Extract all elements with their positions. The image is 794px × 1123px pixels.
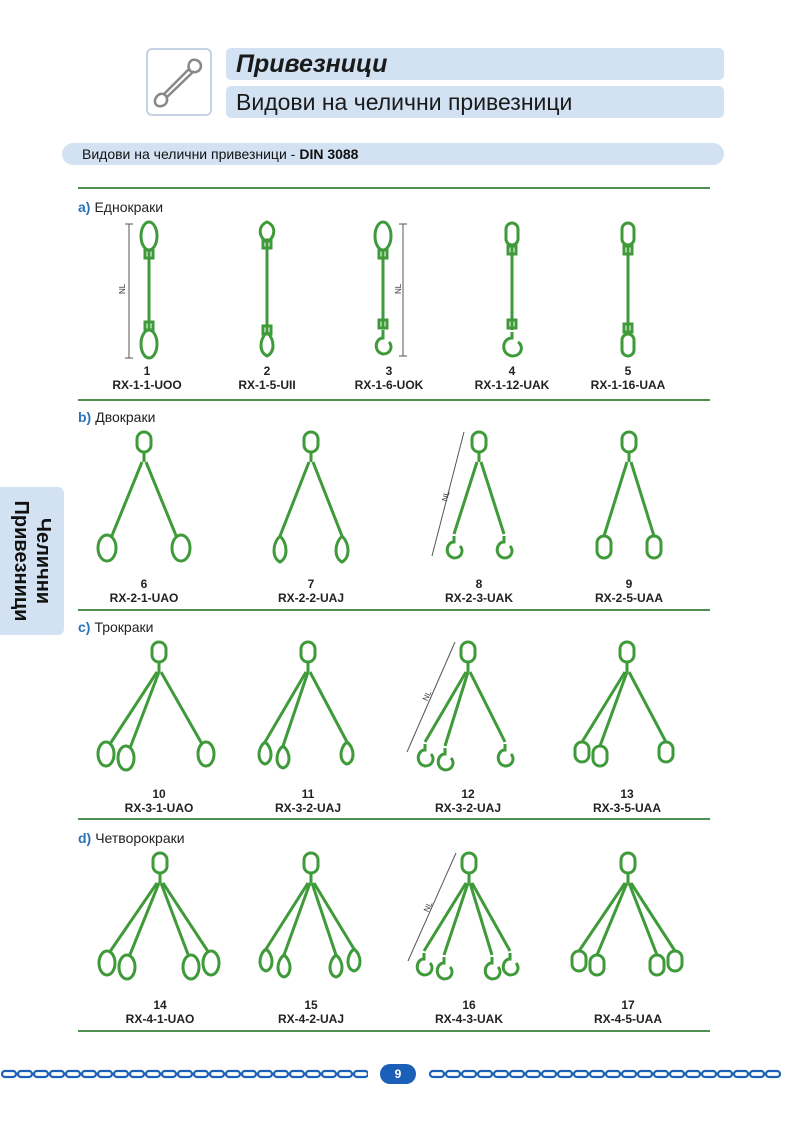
- sling-item: [82, 220, 212, 392]
- chain-link: [446, 1071, 460, 1077]
- chain-link: [702, 1071, 716, 1077]
- chain-link: [82, 1071, 96, 1077]
- sling-item: [562, 638, 692, 815]
- page-title: Привезници: [226, 48, 724, 80]
- chain-link: [622, 1071, 636, 1077]
- sling-item: [94, 638, 224, 815]
- item-number: 12: [461, 787, 475, 801]
- page-subtitle: Видови на челични привезници: [226, 86, 724, 118]
- group-name: Двокраки: [95, 409, 156, 425]
- item-code: RX-2-3-UAK: [444, 591, 513, 605]
- group-name: Четворокраки: [95, 830, 185, 846]
- chain-link: [114, 1071, 128, 1077]
- chain-link: [98, 1071, 112, 1077]
- item-number: 3: [385, 364, 393, 378]
- item-code: RX-2-5-UAA: [594, 591, 663, 605]
- chain-link: [322, 1071, 336, 1077]
- chain-link: [494, 1071, 508, 1077]
- nl-label: NL: [394, 283, 403, 294]
- chain-decoration-right: [428, 1068, 794, 1080]
- chain-link: [542, 1071, 556, 1077]
- item-number: 5: [624, 364, 632, 378]
- item-number: 9: [625, 577, 633, 591]
- item-number: 11: [301, 787, 315, 801]
- chain-link: [734, 1071, 748, 1077]
- item-number: 4: [508, 364, 516, 378]
- item-code: RX-1-12-UAK: [474, 378, 550, 392]
- chain-link: [178, 1071, 192, 1077]
- three-leg-sling-icon: [562, 638, 692, 788]
- chain-link: [66, 1071, 80, 1077]
- chain-link: [766, 1071, 780, 1077]
- item-code: RX-4-5-UAA: [593, 1012, 662, 1026]
- chain-link: [478, 1071, 492, 1077]
- single-leg-sling-icon: [482, 220, 542, 365]
- chain-link: [606, 1071, 620, 1077]
- sling-item: [246, 428, 376, 605]
- group-name: Еднокраки: [94, 199, 164, 215]
- chain-link: [226, 1071, 240, 1077]
- divider: [78, 818, 710, 820]
- sling-item: [324, 220, 454, 392]
- chain-link: [510, 1071, 524, 1077]
- item-number: 16: [462, 998, 476, 1012]
- chain-link: [718, 1071, 732, 1077]
- two-leg-sling-icon: [89, 428, 199, 578]
- two-leg-sling-icon: [424, 428, 534, 578]
- sling-item: [246, 849, 376, 1026]
- chain-link: [50, 1071, 64, 1077]
- group-label-single: [78, 199, 163, 215]
- group-label-three-leg: [78, 619, 153, 635]
- chain-link: [130, 1071, 144, 1077]
- item-code: RX-4-1-UAO: [125, 1012, 195, 1026]
- group-letter: d): [78, 830, 92, 846]
- item-code: RX-3-2-UAJ: [434, 801, 501, 815]
- sling-item: [414, 428, 544, 605]
- item-code: RX-3-2-UAJ: [274, 801, 341, 815]
- chain-link: [18, 1071, 32, 1077]
- chain-link: [162, 1071, 176, 1077]
- group-name: Трокраки: [94, 619, 154, 635]
- four-leg-sling-icon: [246, 849, 376, 999]
- sling-item: [563, 849, 693, 1026]
- group-letter: b): [78, 409, 92, 425]
- chain-link: [670, 1071, 684, 1077]
- single-leg-sling-icon: [237, 220, 297, 365]
- item-number: 6: [140, 577, 148, 591]
- single-leg-sling-icon: [359, 220, 419, 365]
- chain-link: [290, 1071, 304, 1077]
- chain-link: [2, 1071, 16, 1077]
- side-tab-line2: Привезници: [10, 500, 32, 622]
- item-number: 1: [143, 364, 151, 378]
- divider: [78, 609, 710, 611]
- nl-label: NL: [440, 490, 452, 503]
- sling-item: [95, 849, 225, 1026]
- page-number: 9: [380, 1064, 416, 1084]
- sling-item: [79, 428, 209, 605]
- side-tab-label: [10, 501, 54, 622]
- chain-link: [258, 1071, 272, 1077]
- three-leg-sling-icon: [403, 638, 533, 788]
- chain-link: [242, 1071, 256, 1077]
- three-leg-sling-icon: [94, 638, 224, 788]
- four-leg-sling-icon: [95, 849, 225, 999]
- chain-link: [146, 1071, 160, 1077]
- sling-item: [564, 428, 694, 605]
- item-number: 7: [307, 577, 315, 591]
- item-code: RX-1-6-UOK: [354, 378, 424, 392]
- sling-item: [404, 849, 534, 1026]
- item-code: RX-4-2-UAJ: [277, 1012, 344, 1026]
- item-number: 15: [304, 998, 318, 1012]
- single-leg-sling-icon: [117, 220, 177, 365]
- divider: [78, 187, 710, 189]
- sling-item: [202, 220, 332, 392]
- group-letter: a): [78, 199, 91, 215]
- chain-link: [338, 1071, 352, 1077]
- item-number: 10: [152, 787, 166, 801]
- item-code: RX-2-1-UAO: [109, 591, 179, 605]
- chain-link: [686, 1071, 700, 1077]
- item-number: 2: [263, 364, 271, 378]
- item-number: 13: [620, 787, 634, 801]
- section-label: Видови на челични привезници -: [82, 146, 296, 162]
- two-leg-sling-icon: [574, 428, 684, 578]
- four-leg-sling-icon: [563, 849, 693, 999]
- chain-decoration-left: [0, 1068, 368, 1080]
- chain-link: [194, 1071, 208, 1077]
- chain-link: [430, 1071, 444, 1077]
- chain-link: [590, 1071, 604, 1077]
- divider: [78, 399, 710, 401]
- item-code: RX-1-16-UAA: [590, 378, 666, 392]
- chain-link: [306, 1071, 320, 1077]
- item-code: RX-3-5-UAA: [592, 801, 661, 815]
- chain-link: [210, 1071, 224, 1077]
- item-code: RX-3-1-UAO: [124, 801, 194, 815]
- chain-link: [34, 1071, 48, 1077]
- nl-label: NL: [420, 689, 434, 703]
- side-tab-line1: Челични: [32, 517, 54, 605]
- chain-link: [574, 1071, 588, 1077]
- chain-link: [638, 1071, 652, 1077]
- sling-item: [403, 638, 533, 815]
- group-label-four-leg: [78, 830, 185, 846]
- item-number: 14: [153, 998, 167, 1012]
- chain-link: [558, 1071, 572, 1077]
- nl-label: NL: [421, 900, 435, 914]
- section-heading: [62, 143, 724, 165]
- two-leg-sling-icon: [256, 428, 366, 578]
- sling-item: [243, 638, 373, 815]
- divider: [78, 1030, 710, 1032]
- item-code: RX-4-3-UAK: [434, 1012, 503, 1026]
- item-code: RX-1-1-UOO: [112, 378, 182, 392]
- group-label-two-leg: [78, 409, 155, 425]
- chain-link: [274, 1071, 288, 1077]
- chain-link: [750, 1071, 764, 1077]
- chain-link: [526, 1071, 540, 1077]
- three-leg-sling-icon: [243, 638, 373, 788]
- chain-link: [354, 1071, 368, 1077]
- chain-link: [654, 1071, 668, 1077]
- single-leg-sling-icon: [598, 220, 658, 365]
- item-code: RX-2-2-UAJ: [277, 591, 344, 605]
- item-number: 8: [475, 577, 483, 591]
- chain-link: [462, 1071, 476, 1077]
- sling-item: [563, 220, 693, 392]
- group-letter: c): [78, 619, 91, 635]
- item-number: 17: [621, 998, 635, 1012]
- nl-label: NL: [118, 283, 127, 294]
- sling-logo: [146, 48, 212, 116]
- four-leg-sling-icon: [404, 849, 534, 999]
- item-code: RX-1-5-UII: [238, 378, 296, 392]
- section-standard: DIN 3088: [299, 146, 359, 162]
- sling-item: [447, 220, 577, 392]
